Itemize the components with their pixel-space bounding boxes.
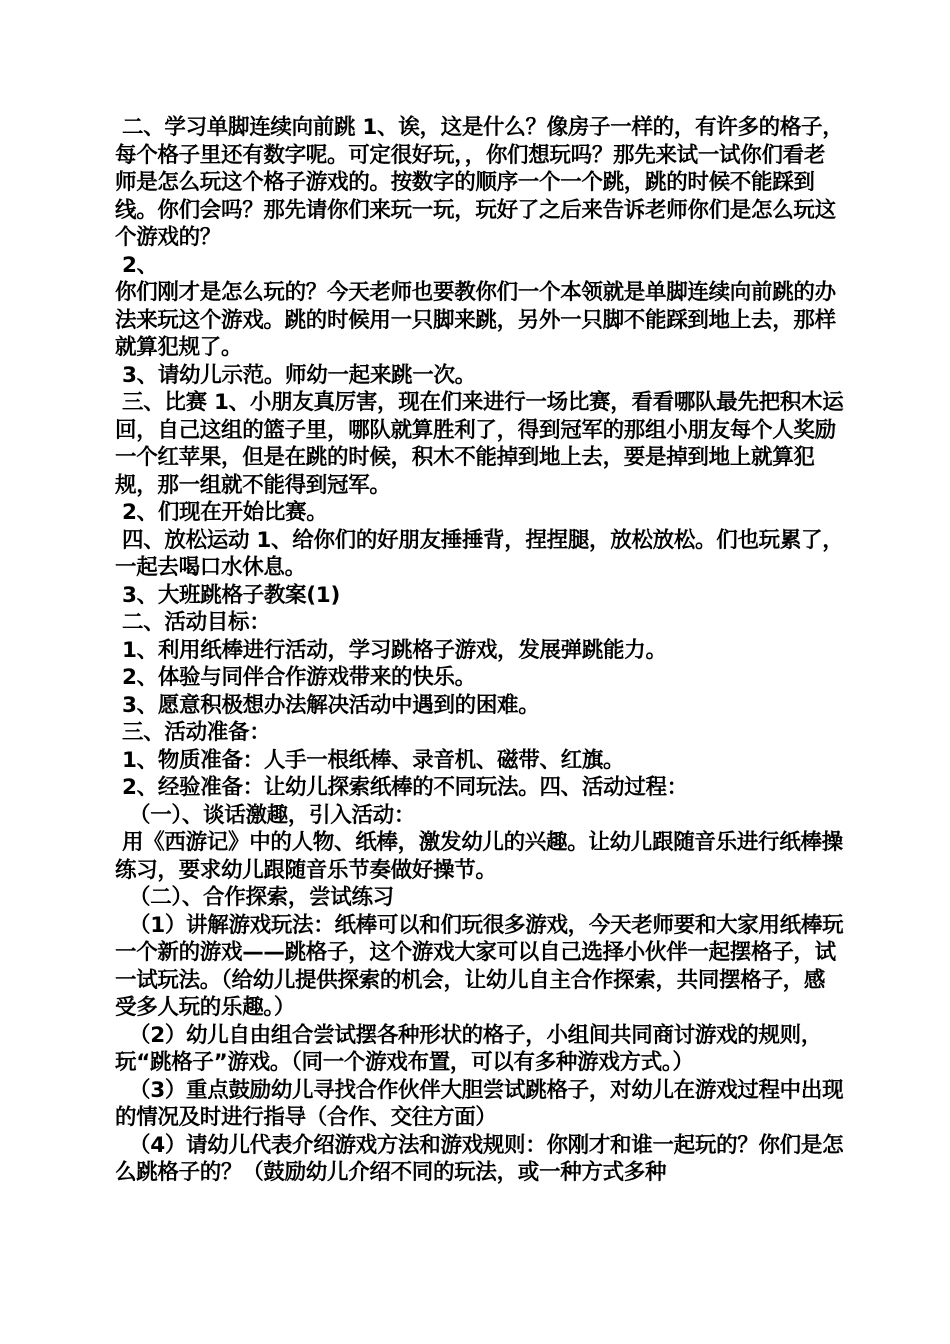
- paragraph-journey-west: 用《西游记》中的人物、纸棒，激发幼儿的兴趣。让幼儿跟随音乐进行纸棒操练习，要求幼儿跟随音乐节奏做好操节。: [115, 830, 843, 883]
- paragraph-step-explain: （1）讲解游戏玩法：纸棒可以和们玩很多游戏，今天老师要和大家用纸棒玩一个新的游戏——跳格子，这个游戏大家可以自己选择小伙伴一起摆格子，试一试玩法。（给幼儿提供探索的机会，让幼儿自主合作探索，共同摆格子，感受多人玩的乐趣。）: [115, 912, 844, 1020]
- document-page: [115, 114, 845, 1187]
- goal-item-2: 2、体验与同伴合作游戏带来的快乐。: [122, 665, 476, 690]
- paragraph-start-competition: 2、们现在开始比赛。: [122, 500, 328, 525]
- paragraph-step-group: （2）幼儿自由组合尝试摆各种形状的格子，小组间共同商讨游戏的规则，玩“跳格子”游戏。（同一个游戏布置，可以有多种游戏方式。）: [115, 1022, 823, 1075]
- heading-section-1: （一）、谈话激趣，引入活动：: [129, 802, 416, 828]
- paragraph-demo: 3、请幼儿示范。师幼一起来跳一次。: [122, 362, 476, 388]
- heading-section-2: （二）、合作探索，尝试练习: [129, 885, 394, 910]
- heading-preparation: 三、活动准备：: [122, 720, 271, 745]
- paragraph-step-2: 2、: [122, 252, 158, 278]
- paragraph-lesson-title: 3、大班跳格子教案(1): [122, 582, 340, 608]
- heading-goals: 二、活动目标：: [122, 610, 271, 635]
- paragraph-step-encourage: （3）重点鼓励幼儿寻找合作伙伴大胆尝试跳格子，对幼儿在游戏过程中出现的情况及时进行指导（合作、交往方面）: [115, 1077, 844, 1130]
- goal-item-3: 3、愿意积极想办法解决活动中遇到的困难。: [122, 692, 540, 718]
- preparation-item-1: 1、物质准备：人手一根纸棒、录音机、磁带、红旗。: [122, 747, 625, 773]
- goal-item-1: 1、利用纸棒进行活动，学习跳格子游戏，发展弹跳能力。: [122, 637, 667, 663]
- paragraph-learn-hop: 二、学习单脚连续向前跳 1、诶，这是什么？像房子一样的，有许多的格子，每个格子里还有数字呢。可定很好玩，，你们想玩吗？那先来试一试你们看老师是怎么玩这个格子游戏的。按数字的顺序一个一个跳，跳的时候不能踩到线。你们会吗？那先请你们来玩一玩，玩好了之后来告诉老师你们是怎么玩这个游戏的？: [115, 115, 844, 250]
- paragraph-competition: 三、比赛 1、小朋友真厉害，现在们来进行一场比赛，看看哪队最先把积木运回，自己这组的篮子里，哪队就算胜利了，得到冠军的那组小朋友每个人奖励一个红苹果，但是在跳的时候，积木不能掉到地上去，要是掉到地上就算犯规，那一组就不能得到冠军。: [115, 390, 844, 498]
- paragraph-how-played: 你们刚才是怎么玩的？今天老师也要教你们一个本领就是单脚连续向前跳的办法来玩这个游戏。跳的时候用一只脚来跳，另外一只脚不能踩到地上去，那样就算犯规了。: [115, 280, 836, 360]
- preparation-item-2: 2、经验准备：让幼儿探索纸棒的不同玩法。四、活动过程：: [122, 775, 688, 800]
- paragraph-step-introduce: （4）请幼儿代表介绍游戏方法和游戏规则：你刚才和谁一起玩的？你们是怎么跳格子的？（鼓励幼儿介绍不同的玩法，或一种方式多种: [115, 1132, 844, 1185]
- paragraph-relax: 四、放松运动 1、给你们的好朋友捶捶背，捏捏腿，放松放松。们也玩累了，一起去喝口水休息。: [115, 527, 844, 580]
